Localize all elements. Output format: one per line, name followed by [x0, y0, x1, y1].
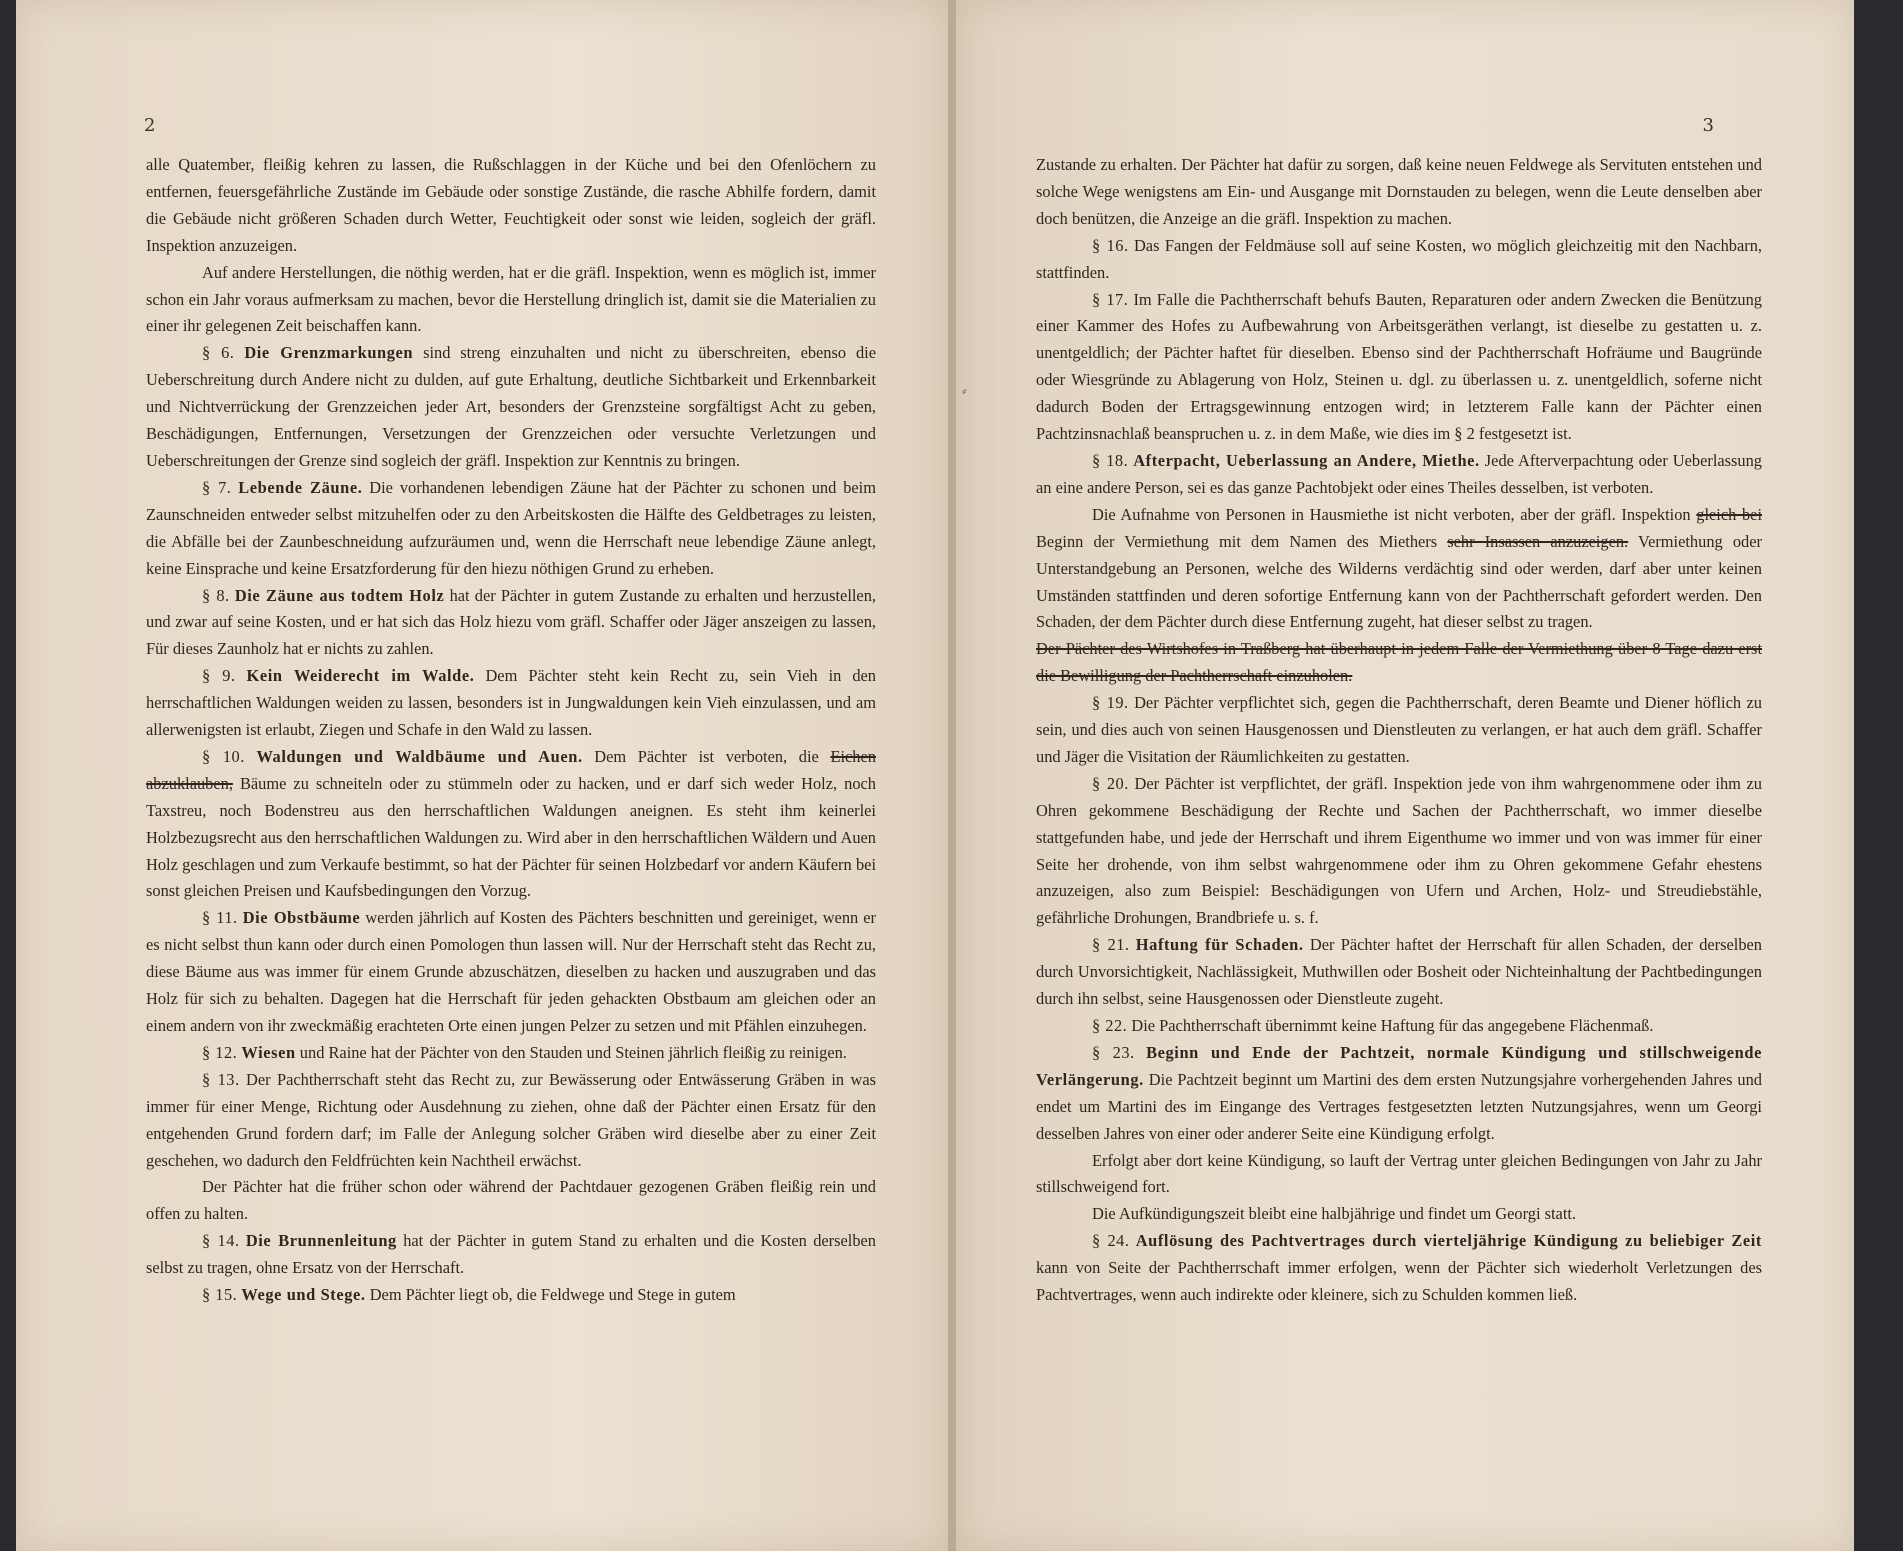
paragraph-text: Der Pächter verpflichtet sich, gegen die Pachtherrschaft, deren Beamte und Diener höflich zu sein, und dies auch von seinen Hausgenossen und Dienstleuten zu verlangen, er hat auch dem gräfl. Schaffer und Jäger die Visitation der Räumlichkeiten zu gestatten. [1036, 693, 1762, 766]
paragraph-text: Die Aufnahme von Personen in Hausmiethe ist nicht verboten, aber der gräfl. Inspektion [1092, 504, 1691, 524]
section-heading: Wiesen [241, 1042, 296, 1062]
paragraph-text: Der Pachtherrschaft steht das Recht zu, zur Bewässerung oder Entwässerung Gräben in was immer für einer Menge, Richtung oder Ausdehnung zu ziehen, ohne daß der Pächter einen Ersatz für den entgehenden Grund fordern darf; im Falle der Anlegung solcher Gräben wird dieselbe aber zu einer Zeit geschehen, wo dadurch den Feldfrüchten kein Nachtheil erwächst. [146, 1069, 877, 1170]
page-number: 3 [1702, 115, 1714, 136]
section-number: § 15. [202, 1285, 238, 1305]
paragraph-text: Jede Afterverpachtung oder Ueberlassung an eine andere Person, sei es das ganze Pachtobjekt oder eines Theiles desselben, ist verboten. [1036, 450, 1763, 497]
paragraph [1036, 502, 1762, 637]
paragraph [146, 260, 876, 341]
paragraph [146, 583, 876, 664]
paragraph-text: Der Pächter ist verpflichtet, der gräfl. Inspektion jede von ihm wahrgenommene oder ihm zu Ohren gekommene Beschädigung der Rechte und Sachen der Pachtherrschaft, wo immer dieselbe stattgefunden habe, und jede der Herrschaft und ihrem Eigenthume wo immer und von was immer für einer Seite her drohende, von ihm selbst wahrgenommene oder ihm zu Ohren gekommene Gefahr ehestens anzuzeigen, also zum Beispiel: Beschädigungen von Ufern und Archen, Holz- und Streudiebstähle, gefährliche Drohungen, Brandbriefe u. s. f. [1036, 773, 1763, 928]
paragraph [1036, 1201, 1762, 1228]
paragraph [1036, 152, 1762, 233]
paragraph-text: Die Pachtherrschaft übernimmt keine Haftung für das angegebene Flächenmaß. [1131, 1016, 1654, 1035]
struck-text: Eichen abzuklauben, [146, 746, 876, 793]
paragraph [146, 152, 876, 260]
section-heading: Waldungen und Waldbäume und Auen. [256, 746, 583, 766]
section-number: § 19. [1092, 693, 1129, 713]
section-number: § 24. [1092, 1231, 1130, 1251]
paragraph [146, 1040, 876, 1067]
section-heading: Afterpacht, Ueberlassung an Andere, Miethe. [1133, 450, 1480, 470]
paragraph [146, 744, 876, 905]
paragraph-text: Die vorhandenen lebendigen Zäune hat der Pächter zu schonen und beim Zaunschneiden entweder selbst mitzuhelfen oder zu den Arbeitskosten die Hälfte des Geldbetrages zu leisten, die Abfälle bei der Zaunbeschneidung aufzuräumen und, wenn die Herrschaft neue lebendige Zäune anlegt, keine Einsprache und keine Ersatzforderung für den hiezu nöthigen Grund zu erheben. [146, 477, 876, 578]
section-heading: Kein Weiderecht im Walde. [246, 666, 475, 686]
paragraph-text: Der Pächter haftet der Herrschaft für allen Schaden, der derselben durch Unvorsichtigkeit, Nachlässigkeit, Muthwillen oder Bosheit oder Nichteinhaltung der Pachtbedingungen durch ihn selbst, seine Hausgenossen oder Dienstleute zugeht. [1036, 935, 1762, 1009]
paragraph-text: Das Fangen der Feldmäuse soll auf seine Kosten, wo möglich gleichzeitig mit den Nachbarn, stattfinden. [1036, 235, 1762, 282]
paragraph [1036, 690, 1762, 771]
struck-paragraph: Der Pächter des Wirtshofes in Traßberg hat überhaupt in jedem Falle der Vermiethung über 8 Tage dazu erst die Bewilligung der Pachtherrschaft einzuholen. [1036, 639, 1762, 686]
paragraph [146, 340, 876, 475]
paragraph-text: Auf andere Herstellungen, die nöthig werden, hat er die gräfl. Inspektion, wenn es möglich ist, immer schon ein Jahr voraus aufmerksam zu machen, bevor die Herstellung dringlich ist, damit sie die Materialien zu einer ihr gelegenen Zeit beischaffen kann. [146, 262, 876, 336]
section-number: § 18. [1092, 450, 1129, 470]
paragraph [1036, 1148, 1762, 1202]
struck-text: gleich bei [1696, 504, 1763, 524]
margin-mark: ⸗ [962, 383, 967, 399]
paragraph [146, 475, 876, 583]
section-number: § 17. [1092, 289, 1129, 309]
paragraph-text: und Raine hat der Pächter von den Stauden und Steinen jährlich fleißig zu reinigen. [299, 1042, 847, 1062]
paragraph-text: Dem Pächter liegt ob, die Feldwege und Stege in gutem [369, 1285, 736, 1305]
paragraph-text: sind streng einzuhalten und nicht zu überschreiten, ebenso die Ueberschreitung durch Andere nicht zu dulden, auf gute Erhaltung, deutliche Sichtbarkeit und Erkennbarkeit und Nichtverrückung der Grenzzeichen jeder Art, besonders der Grenzsteine sorgfältigst Acht zu geben, Beschädigungen, Entfernungen, Versetzungen der Grenzzeichen oder versuchte Verletzungen und Ueberschreitungen der Grenze sind sogleich der gräfl. Inspektion zur Kenntnis zu bringen. [146, 343, 877, 470]
section-number: § 23. [1092, 1042, 1135, 1062]
book-gutter [948, 0, 956, 1551]
section-heading: Haftung für Schaden. [1135, 935, 1304, 955]
section-heading: Die Grenzmarkungen [244, 343, 414, 363]
paragraph [1036, 1013, 1762, 1040]
paragraph-text: alle Quatember, fleißig kehren zu lassen, die Rußschlaggen in der Küche und bei den Ofenlöchern zu entfernen, feuersgefährliche Zustände im Gebäude oder sonstige Zustände, die rasche Abhilfe fordern, damit die Gebäude nicht größeren Schaden durch Wetter, Feuchtigkeit oder sonst wie leiden, sogleich der gräfl. Inspektion anzuzeigen. [146, 155, 876, 255]
paragraph-text: Dem Pächter steht kein Recht zu, sein Vieh in den herrschaftlichen Waldungen weiden zu lassen, besonders ist in Jungwaldungen kein Vieh einzulassen, und am allerwenigsten ist erlaubt, Ziegen und Schafe in den Wald zu lassen. [146, 666, 876, 740]
struck-text: sehr Insassen anzuzeigen. [1447, 531, 1629, 551]
section-number: § 11. [202, 908, 238, 928]
paragraph-text: Bäume zu schneiteln oder zu stümmeln oder zu hacken, und er darf sich weder Holz, noch Taxstreu, noch Bodenstreu aus den herrschaftlichen Waldungen aneignen. Es steht ihm keinerlei Holzbezugsrecht aus den herrschaftlichen Waldungen zu. Wird aber in den herrschaftlichen Wäldern und Auen Holz geschlagen und zum Verkaufe bestimmt, so hat der Pächter für seinen Holzbedarf vor andern Käufern bei sonst gleichen Preisen und Kaufsbedingungen den Vorzug. [146, 773, 876, 901]
paragraph-text: Zustande zu erhalten. Der Pächter hat dafür zu sorgen, daß keine neuen Feldwege als Servituten entstehen und solche Wege wenigstens am Ein- und Ausgange mit Dornstauden zu belegen, wenn die Leute denselben aber doch benützen, die Anzeige an die gräfl. Inspektion zu machen. [1036, 155, 1762, 228]
paragraph [146, 1228, 876, 1282]
left-page [16, 0, 948, 1551]
section-number: § 20. [1092, 773, 1129, 793]
paragraph [146, 905, 876, 1040]
paragraph [1036, 287, 1762, 448]
section-number: § 13. [202, 1069, 240, 1089]
section-number: § 12. [202, 1042, 238, 1062]
section-number: § 10. [202, 746, 245, 766]
paragraph [1036, 932, 1762, 1013]
paragraph-text: hat der Pächter in gutem Zustande zu erhalten und herzustellen, und zwar auf seine Kosten, und er hat sich das Holz hiezu vom gräfl. Schaffer oder Jäger anszeigen zu lassen, Für dieses Zaunholz hat er nichts zu zahlen. [146, 585, 877, 659]
section-number: § 22. [1092, 1016, 1128, 1035]
paragraph-text: Die Pachtzeit beginnt um Martini des dem ersten Nutzungsjahre vorhergehenden Jahres und endet um Martini des im Eingange des Vertrages festgesetzten letzten Nutzungsjahres, wenn um Georgi desselben Jahres von einer oder anderer Seite eine Kündigung erfolgt. [1036, 1069, 1762, 1143]
page-text [1036, 152, 1762, 1309]
paragraph-text: Dem Pächter ist verboten, die [594, 746, 819, 766]
paragraph [146, 1067, 876, 1175]
paragraph-text: kann von Seite der Pachtherrschaft immer erfolgen, wenn der Pächter sich wiederholt Verletzungen des Pachtvertrages, wenn auch indirekte oder kleinere, sich zu Schulden kommen ließ. [1036, 1258, 1762, 1305]
paragraph-text: Der Pächter hat die früher schon oder während der Pachtdauer gezogenen Gräben fleißig rein und offen zu halten. [146, 1177, 876, 1224]
paragraph-text: werden jährlich auf Kosten des Pächters beschnitten und gereiniget, wenn er es nicht selbst thun kann oder durch einen Pomologen thun lassen will. Nur der Herrschaft steht das Recht zu, diese Bäume aus was immer für einem Grunde abzuschätzen, dieselben zu hacken und auszugraben und das Holz für sich zu behalten. Dagegen hat die Herrschaft für jeden gehackten Obstbaum am gleichen oder an einem andern von ihr zweckmäßig erachteten Orte einen jungen Pelzer zu setzen und mit Pfählen einzuhegen. [146, 908, 876, 1035]
paragraph [1036, 1228, 1762, 1309]
section-heading: Lebende Zäune. [238, 477, 363, 497]
paragraph-text: Erfolgt aber dort keine Kündigung, so lauft der Vertrag unter gleichen Bedingungen von Jahr zu Jahr stillschweigend fort. [1036, 1150, 1762, 1197]
paragraph-text: Beginn der Vermiethung mit dem Namen des Miethers [1036, 531, 1438, 551]
paragraph-text: Die Aufkündigungszeit bleibt eine halbjährige und findet um Georgi statt. [1092, 1204, 1577, 1224]
paragraph [146, 663, 876, 744]
paragraph [1036, 448, 1762, 502]
section-heading: Die Brunnenleitung [245, 1231, 397, 1251]
section-heading: Die Zäune aus todtem Holz [234, 585, 445, 605]
paragraph [1036, 233, 1762, 287]
section-number: § 16. [1092, 235, 1129, 255]
section-number: § 6. [202, 343, 235, 363]
section-number: § 14. [202, 1231, 240, 1251]
section-number: § 7. [202, 477, 232, 497]
section-heading: Beginn und Ende der Pachtzeit, normale Kündigung und stillschweigende Verlängerung. [1036, 1042, 1762, 1089]
page-number: 2 [144, 115, 156, 136]
page-text [146, 152, 876, 1309]
paragraph [1036, 771, 1762, 932]
section-heading: Auflösung des Pachtvertrages durch vierteljährige Kündigung zu beliebiger Zeit [1135, 1231, 1762, 1251]
right-page [956, 0, 1854, 1551]
section-heading: Die Obstbäume [242, 908, 361, 928]
paragraph [1036, 636, 1762, 690]
section-number: § 21. [1092, 935, 1130, 955]
paragraph [146, 1174, 876, 1228]
section-number: § 8. [202, 585, 230, 605]
section-heading: Wege und Stege. [241, 1285, 366, 1305]
paragraph-text: Im Falle die Pachtherrschaft behufs Bauten, Reparaturen oder andern Zwecken die Benützung einer Kammer des Hofes zu Aufbewahrung von Arbeitsgeräthen verlangt, ist dieselbe zu gestatten u. z. unentgeldlich; der Pächter haftet für dieselben. Ebenso sind der Pachtherrschaft Hofräume und Baugründe oder Wiesgründe zu Ablagerung von Holz, Steinen u. dgl. zu überlassen u. z. unentgeldlich, soferne nicht dadurch Boden der Ertragsgewinnung entzogen wird; in letzterem Falle kann der Pächter einen Pachtzinsnachlaß beanspruchen u. z. in dem Maße, wie dies im § 2 festgesetzt ist. [1036, 289, 1762, 444]
paragraph-text: Vermiethung oder Unterstandgebung an Personen, welche des Wilderns verdächtig sind oder werden, darf aber unter keinen Umständen stattfinden und deren sofortige Entfernung kann von der Pachtherrschaft gefordert werden. Den Schaden, der dem Pächter durch diese Entfernung zugeht, hat dieser selbst zu tragen. [1036, 531, 1762, 632]
paragraph-text: hat der Pächter in gutem Stand zu erhalten und die Kosten derselben selbst zu tragen, ohne Ersatz von der Herrschaft. [146, 1231, 876, 1278]
paragraph [146, 1282, 876, 1309]
section-number: § 9. [202, 666, 236, 686]
paragraph [1036, 1040, 1762, 1148]
